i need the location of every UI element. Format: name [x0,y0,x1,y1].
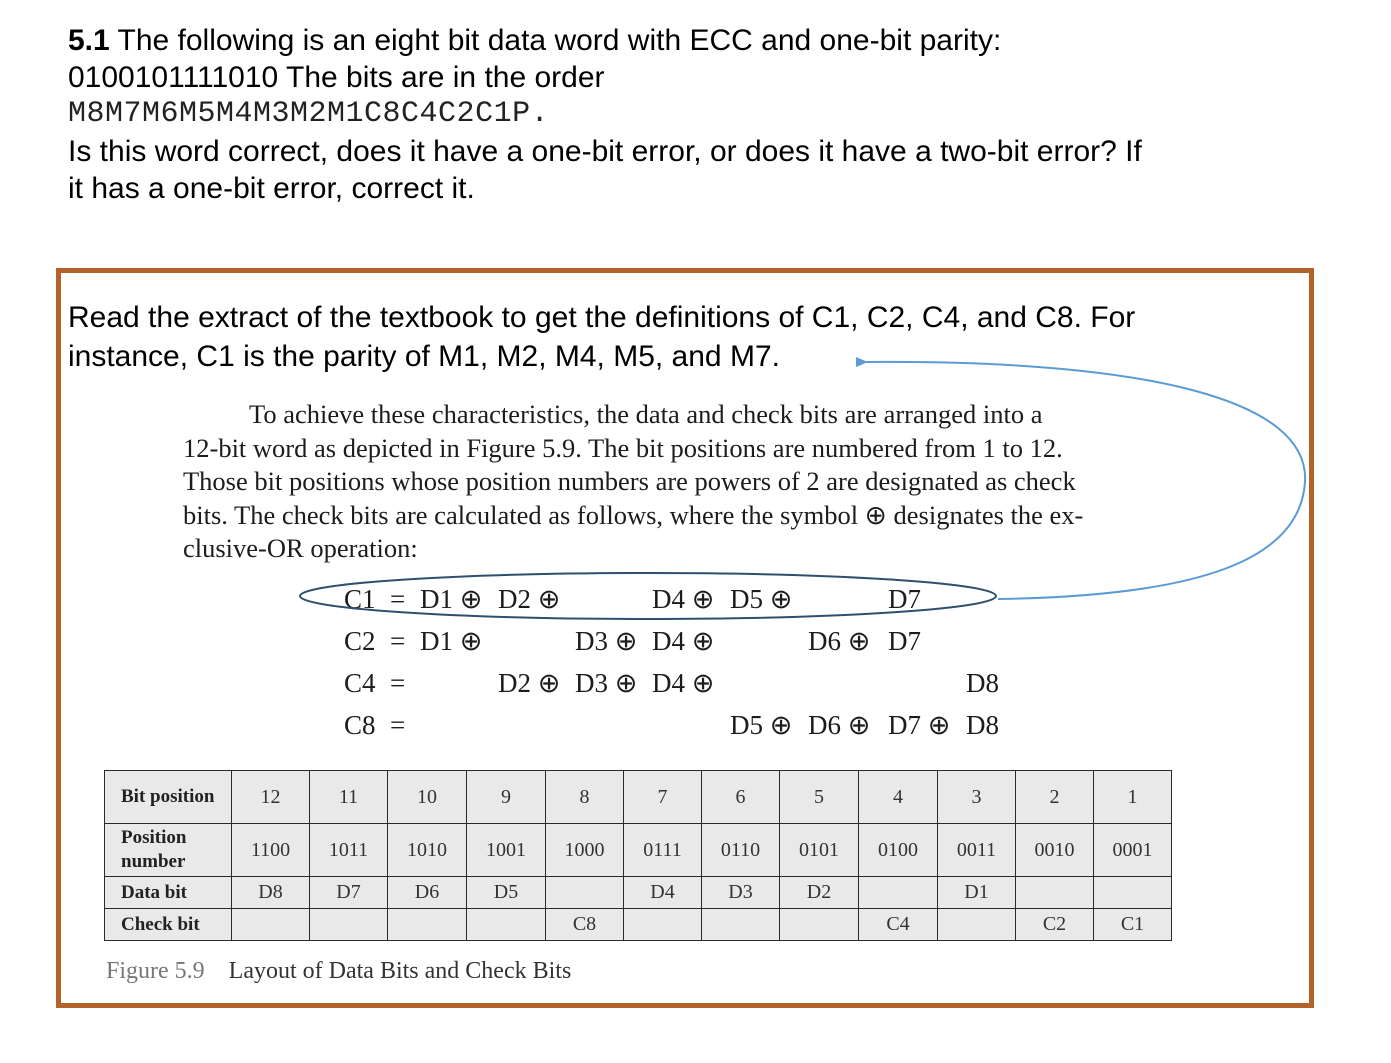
eq-c4-equals: = [390,668,406,698]
header-bit-position: Bit position [105,771,232,824]
row-check-bit [105,909,1172,941]
figure-caption [106,958,571,985]
cell-check-bit: C1 [1094,909,1172,941]
eq-c8-term: D6 ⊕ [808,710,871,740]
cell-position-number: 1100 [232,824,310,877]
cell-data-bit: D4 [624,877,702,909]
eq-c1-term: D1 ⊕ [420,584,483,614]
cell-position-number: 0110 [702,824,780,877]
cell-data-bit [1094,877,1172,909]
note-line-1: Read the extract of the textbook to get the definitions of C1, C2, C4, and C8. For [68,301,1136,334]
cell-data-bit: D6 [388,877,467,909]
cell-bit-position: 4 [859,771,938,824]
cell-bit-position: 8 [546,771,624,824]
cell-data-bit [546,877,624,909]
cell-check-bit [780,909,859,941]
extract-line: To achieve these characteristics, the data and check bits are arranged into a [249,399,1043,429]
eq-c4-term: D3 ⊕ [575,668,638,698]
question-line-2: 0100101111010 The bits are in the order [68,61,605,94]
cell-data-bit: D8 [232,877,310,909]
eq-c2-term: D4 ⊕ [652,626,715,656]
cell-position-number: 1010 [388,824,467,877]
eq-c8-equals: = [390,710,406,740]
cell-check-bit: C8 [546,909,624,941]
cell-position-number: 0101 [780,824,859,877]
cell-bit-position: 5 [780,771,859,824]
eq-c2-term: D6 ⊕ [808,626,871,656]
cell-position-number: 1001 [467,824,546,877]
eq-c4-lhs: C4 [344,668,376,698]
eq-c8-term: D5 ⊕ [730,710,793,740]
figure-title: Layout of Data Bits and Check Bits [228,958,572,984]
eq-c4-term: D4 ⊕ [652,668,715,698]
bit-order: M8M7M6M5M4M3M2M1C8C4C2C1P. [68,97,550,131]
cell-position-number: 1011 [310,824,388,877]
row-bit-position [105,771,1172,824]
question-line-1 [68,22,1298,59]
eq-c2-lhs: C2 [344,626,376,656]
cell-bit-position: 12 [232,771,310,824]
cell-data-bit [859,877,938,909]
eq-c8-term: D8 [966,710,999,740]
eq-c1-term: D4 ⊕ [652,584,715,614]
header-position-number: Position number [105,824,232,877]
cell-bit-position: 2 [1016,771,1094,824]
cell-bit-position: 6 [702,771,780,824]
header-data-bit: Data bit [105,877,232,909]
cell-position-number: 0010 [1016,824,1094,877]
cell-bit-position: 1 [1094,771,1172,824]
question-block [68,22,1298,207]
row-data-bit [105,877,1172,909]
cell-bit-position: 9 [467,771,546,824]
bit-layout-table [104,770,1172,941]
eq-c1-lhs: C1 [344,584,376,614]
cell-position-number: 1000 [546,824,624,877]
note-block [68,298,1298,376]
eq-c2-term: D1 ⊕ [420,626,483,656]
cell-data-bit [1016,877,1094,909]
extract-line: bits. The check bits are calculated as follows, where the symbol ⊕ designates the ex- [183,499,1084,530]
cell-data-bit: D1 [938,877,1016,909]
header-check-bit: Check bit [105,909,232,941]
question-line-5: it has a one-bit error, correct it. [68,172,475,205]
cell-bit-position: 3 [938,771,1016,824]
eq-c4-term: D2 ⊕ [498,668,561,698]
cell-data-bit: D3 [702,877,780,909]
eq-c8-lhs: C8 [344,710,376,740]
eq-c1-equals: = [390,584,406,614]
extract-line: Those bit positions whose position numbers are powers of 2 are designated as check [183,466,1076,496]
cell-check-bit [938,909,1016,941]
eq-c1-term: D5 ⊕ [730,584,793,614]
cell-check-bit [702,909,780,941]
cell-position-number: 0100 [859,824,938,877]
eq-c2-term: D3 ⊕ [575,626,638,656]
cell-position-number: 0001 [1094,824,1172,877]
note-line-2: instance, C1 is the parity of M1, M2, M4, M5, and M7. [68,340,780,373]
extract-line: 12-bit word as depicted in Figure 5.9. The bit positions are numbered from 1 to 12. [183,432,1063,463]
cell-bit-position: 7 [624,771,702,824]
cell-check-bit [467,909,546,941]
cell-bit-position: 10 [388,771,467,824]
cell-check-bit: C4 [859,909,938,941]
cell-data-bit: D5 [467,877,546,909]
cell-check-bit [624,909,702,941]
cell-bit-position: 11 [310,771,388,824]
cell-check-bit: C2 [1016,909,1094,941]
eq-c2-term: D7 [888,626,921,656]
eq-c8-term: D7 ⊕ [888,710,951,740]
eq-c4-term: D8 [966,668,999,698]
question-line-4: Is this word correct, does it have a one-bit error, or does it have a two-bit error? If [68,135,1142,168]
question-number: 5.1 [68,24,110,57]
cell-data-bit: D7 [310,877,388,909]
textbook-extract [183,398,1189,566]
figure-number: Figure 5.9 [106,958,205,984]
cell-position-number: 0111 [624,824,702,877]
row-position-number [105,824,1172,877]
extract-line: clusive-OR operation: [183,533,418,563]
eq-c1-term: D7 [888,584,921,614]
cell-check-bit [388,909,467,941]
cell-check-bit [310,909,388,941]
cell-position-number: 0011 [938,824,1016,877]
question-text: The following is an eight bit data word with ECC and one-bit parity: [109,24,1002,57]
cell-check-bit [232,909,310,941]
cell-data-bit: D2 [780,877,859,909]
eq-c1-term: D2 ⊕ [498,584,561,614]
eq-c2-equals: = [390,626,406,656]
